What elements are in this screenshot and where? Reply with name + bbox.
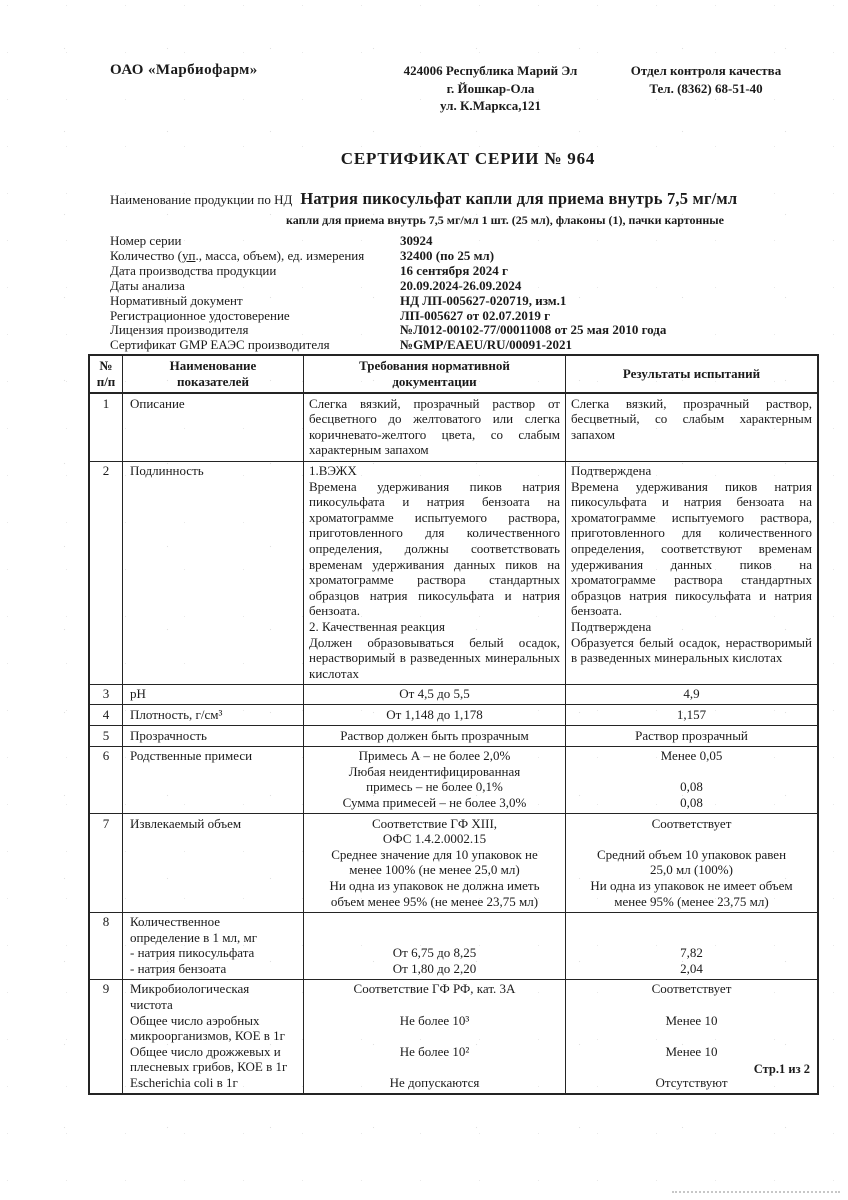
product-presentation: капли для приема внутрь 7,5 мг/мл 1 шт. (25 мл), флаконы (1), пачки картонные: [286, 213, 724, 227]
text-line: [309, 1028, 560, 1044]
text-line: 2,04: [680, 960, 703, 976]
meta-label: Количество (уп., масса, объем), ед. измерения: [110, 247, 365, 263]
text-line: От 1,80 до 2,20: [392, 960, 477, 976]
text-line: 7: [102, 815, 110, 831]
test-results-table: [88, 354, 819, 1095]
text-line: Требования нормативной: [359, 358, 510, 373]
meta-value: №Л012-00102-77/00011008 от 25 мая 2010 года: [400, 322, 667, 338]
product-label: Наименование продукции по НД: [110, 192, 293, 207]
table-row: [90, 979, 817, 1093]
cell-res: [566, 814, 817, 912]
cell-name: [123, 913, 304, 979]
text-line: [309, 930, 560, 946]
meta-value: 32400 (по 25 мл): [400, 247, 495, 263]
meta-label: Регистрационное удостоверение: [110, 307, 290, 323]
text-line: [571, 914, 812, 930]
text-line: определение в 1 мл, мг: [130, 929, 258, 945]
text-line: Прозрачность: [130, 727, 207, 743]
text-line: Менее 10: [665, 1012, 718, 1028]
text-line: №: [99, 358, 113, 373]
text-line: Отдел контроля качества: [630, 63, 782, 78]
text-line: 1: [102, 395, 110, 411]
meta-row: [110, 294, 822, 309]
text-line: Извлекаемый объем: [130, 815, 242, 831]
text-line: Наименование: [169, 358, 257, 373]
text-line: Любая неидентифицированная: [348, 763, 521, 779]
text-line: 424006 Республика Марий Эл: [403, 63, 578, 78]
cell-num: [90, 913, 123, 979]
cell-name: [123, 685, 304, 705]
text-line: 2: [102, 463, 110, 479]
text-line: [571, 831, 812, 847]
text-line: 0,08: [680, 779, 703, 795]
cell-num: [90, 705, 123, 725]
table-row: [90, 461, 817, 684]
text-line: Описание: [130, 395, 185, 411]
text-line: Раствор прозрачный: [635, 727, 748, 743]
meta-row: [110, 279, 822, 294]
text-line: г. Йошкар-Ола: [446, 80, 535, 96]
text-line: 25,0 мл (100%): [650, 862, 733, 878]
text-line: [571, 764, 812, 780]
cell-req: [304, 980, 566, 1093]
text-line: Не более 10³: [399, 1012, 470, 1028]
text-line: показателей: [177, 373, 249, 389]
text-line: Не допускаются: [389, 1075, 480, 1091]
text-line: Должен образовываться белый осадок, нерастворимый в разведенных минеральных кислотах: [309, 634, 560, 681]
text-line: плесневых грибов, КОЕ в 1г: [130, 1059, 288, 1075]
certificate-title: СЕРТИФИКАТ СЕРИИ № 964: [340, 149, 596, 168]
text-line: Плотность, г/см³: [130, 706, 223, 722]
text-line: менее 95% (менее 23,75 мл): [614, 893, 769, 909]
text-line: [571, 997, 812, 1013]
cell-name: [123, 980, 304, 1093]
text-line: 0,08: [680, 794, 703, 810]
text-line: От 6,75 до 8,25: [392, 945, 477, 961]
meta-label: Сертификат GMP ЕАЭС производителя: [110, 337, 330, 353]
text-line: Слегка вязкий, прозрачный раствор, бесцветный, со слабым характерным запахом: [571, 395, 812, 442]
scan-artifact: [672, 1191, 840, 1193]
text-line: 4: [102, 706, 110, 722]
text-line: Ни одна из упаковок не имеет объем: [590, 877, 793, 893]
text-line: [571, 1028, 812, 1044]
cell-res: [566, 394, 817, 460]
cell-num: [90, 726, 123, 746]
meta-row: [110, 234, 822, 249]
header-num: [90, 356, 123, 392]
text-line: - натрия бензоата: [130, 960, 227, 976]
table-row: [90, 813, 817, 912]
text-line: рН: [130, 686, 146, 702]
text-line: 1.ВЭЖХ: [309, 463, 357, 479]
text-line: [309, 997, 560, 1013]
cell-name: [123, 394, 304, 460]
text-line: Слегка вязкий, прозрачный раствор от бесцветного до желтоватого или слегка коричневато-желтого цвета, со слабым характерным запахом: [309, 395, 560, 458]
text-line: Времена удерживания пиков натрия пикосульфата и натрия бензоата на хроматограмме испытуемого раствора, приготовленного для количественного определения, соответствуют временам удерживания данных пиков на хроматограмме раствора стандартных образцов натрия пикосульфата и натрия бензоата.: [571, 478, 812, 619]
quality-control-dept: [618, 62, 794, 97]
cell-req: [304, 394, 566, 460]
cell-req: [304, 913, 566, 979]
meta-label: Номер серии: [110, 233, 182, 248]
text-line: Ни одна из упаковок не должна иметь: [329, 877, 540, 893]
company-name: ОАО «Марбиофарм»: [110, 62, 258, 78]
meta-row: [110, 309, 822, 324]
text-line: Соответствие ГФ РФ, кат. 3А: [353, 981, 516, 997]
text-line: Соответствует: [651, 981, 732, 997]
text-line: 8: [102, 914, 110, 930]
text-line: Подтверждена: [571, 619, 652, 634]
text-line: примесь – не более 0,1%: [366, 779, 503, 795]
text-line: Соответствует: [651, 815, 732, 831]
table-row: [90, 725, 817, 746]
text-line: Соответствие ГФ XIII,: [371, 815, 498, 831]
company-address: [388, 62, 593, 115]
cell-req: [304, 685, 566, 705]
text-line: ОФС 1.4.2.0002.15: [382, 831, 487, 847]
text-line: Времена удерживания пиков натрия пикосульфата и натрия бензоата на хроматограмме испытуемого раствора, приготовленного для количественного определения, должны соответствовать временам удерживания данных пиков на хроматограмме раствора стандартных образцов натрия пикосульфата и натрия бензоата.: [309, 478, 560, 619]
text-line: Подлинность: [130, 463, 204, 479]
meta-row: [110, 249, 822, 264]
text-line: Примесь А – не более 2,0%: [358, 748, 511, 764]
text-line: Результаты испытаний: [622, 365, 761, 381]
text-line: Тел. (8362) 68-51-40: [649, 80, 763, 96]
cell-req: [304, 747, 566, 813]
table-row: [90, 912, 817, 979]
cell-res: [566, 726, 817, 746]
cell-res: [566, 685, 817, 705]
meta-row: [110, 323, 822, 338]
meta-value: 16 сентября 2024 г: [400, 262, 508, 278]
meta-label: Дата производства продукции: [110, 262, 277, 278]
text-line: 3: [102, 686, 110, 702]
meta-label: Нормативный документ: [110, 292, 243, 308]
text-line: [309, 914, 560, 930]
cell-req: [304, 462, 566, 684]
cell-res: [566, 747, 817, 813]
table-row: [90, 746, 817, 813]
text-line: Среднее значение для 10 упаковок не: [331, 846, 538, 862]
text-line: 7,82: [680, 945, 703, 961]
text-line: Раствор должен быть прозрачным: [340, 727, 529, 743]
meta-value: 30924: [400, 233, 433, 248]
meta-value: 20.09.2024-26.09.2024: [400, 277, 522, 293]
meta-label: Лицензия производителя: [110, 322, 249, 338]
meta-row: [110, 264, 822, 279]
cell-num: [90, 980, 123, 1093]
text-line: чистота: [130, 997, 173, 1013]
text-line: Сумма примесей – не более 3,0%: [342, 794, 527, 810]
text-line: Количественное: [130, 914, 221, 930]
text-line: 6: [102, 748, 110, 764]
header-requirements: [304, 356, 566, 392]
text-line: Образуется белый осадок, нерастворимый в разведенных минеральных кислотах: [571, 634, 812, 666]
text-line: 4,9: [683, 686, 700, 702]
cell-res: [566, 705, 817, 725]
text-line: - натрия пикосульфата: [130, 945, 255, 961]
cell-num: [90, 685, 123, 705]
product-name: Натрия пикосульфат капли для приема внутрь 7,5 мг/мл: [300, 189, 738, 208]
text-line: Менее 10: [665, 1043, 718, 1059]
header-results: [566, 356, 817, 392]
text-line: [571, 930, 812, 946]
header-name: [123, 356, 304, 392]
cell-num: [90, 747, 123, 813]
meta-value: НД ЛП-005627-020719, изм.1: [400, 292, 567, 308]
text-line: Подтверждена: [571, 463, 652, 479]
table-row: [90, 684, 817, 705]
text-line: Отсутствуют: [655, 1075, 728, 1091]
product-line: [110, 189, 826, 209]
text-line: 2. Качественная реакция: [309, 619, 445, 634]
text-line: От 1,148 до 1,178: [386, 706, 483, 722]
meta-label: Даты анализа: [110, 277, 185, 293]
cell-req: [304, 726, 566, 746]
text-line: 9: [102, 981, 110, 997]
text-line: менее 100% (не менее 25,0 мл): [349, 862, 520, 878]
text-line: Менее 0,05: [660, 748, 723, 764]
text-line: 1,157: [676, 706, 707, 722]
cell-num: [90, 394, 123, 460]
cell-name: [123, 747, 304, 813]
cell-num: [90, 814, 123, 912]
text-line: микроорганизмов, КОЕ в 1г: [130, 1028, 285, 1044]
meta-value: №GMP/EAEU/RU/00091-2021: [400, 337, 572, 353]
text-line: ул. К.Маркса,121: [440, 98, 541, 113]
meta-value: ЛП-005627 от 02.07.2019 г: [400, 307, 550, 323]
cell-name: [123, 814, 304, 912]
text-line: [309, 1059, 560, 1075]
cell-req: [304, 705, 566, 725]
cell-req: [304, 814, 566, 912]
text-line: Родственные примеси: [130, 748, 253, 764]
text-line: п/п: [96, 373, 116, 389]
cell-num: [90, 462, 123, 684]
text-line: Escherichia coli в 1г: [130, 1075, 238, 1091]
text-line: документации: [392, 373, 477, 389]
text-line: Общее число аэробных: [130, 1012, 260, 1028]
text-line: объем менее 95% (не менее 23,75 мл): [330, 893, 539, 909]
text-line: 5: [102, 727, 110, 743]
text-line: От 4,5 до 5,5: [399, 686, 470, 702]
cell-res: [566, 462, 817, 684]
cell-name: [123, 462, 304, 684]
table-header-row: [90, 356, 817, 393]
page-number: Стр.1 из 2: [753, 1062, 810, 1076]
table-row: [90, 393, 817, 460]
metadata-list: [110, 234, 822, 353]
cell-res: [566, 913, 817, 979]
table-row: [90, 704, 817, 725]
meta-row: [110, 338, 822, 353]
text-line: Средний объем 10 упаковок равен: [596, 846, 787, 862]
cell-name: [123, 705, 304, 725]
text-line: Микробиологическая: [130, 981, 250, 997]
text-line: Не более 10²: [399, 1043, 470, 1059]
text-line: Общее число дрожжевых и: [130, 1043, 281, 1059]
cell-name: [123, 726, 304, 746]
